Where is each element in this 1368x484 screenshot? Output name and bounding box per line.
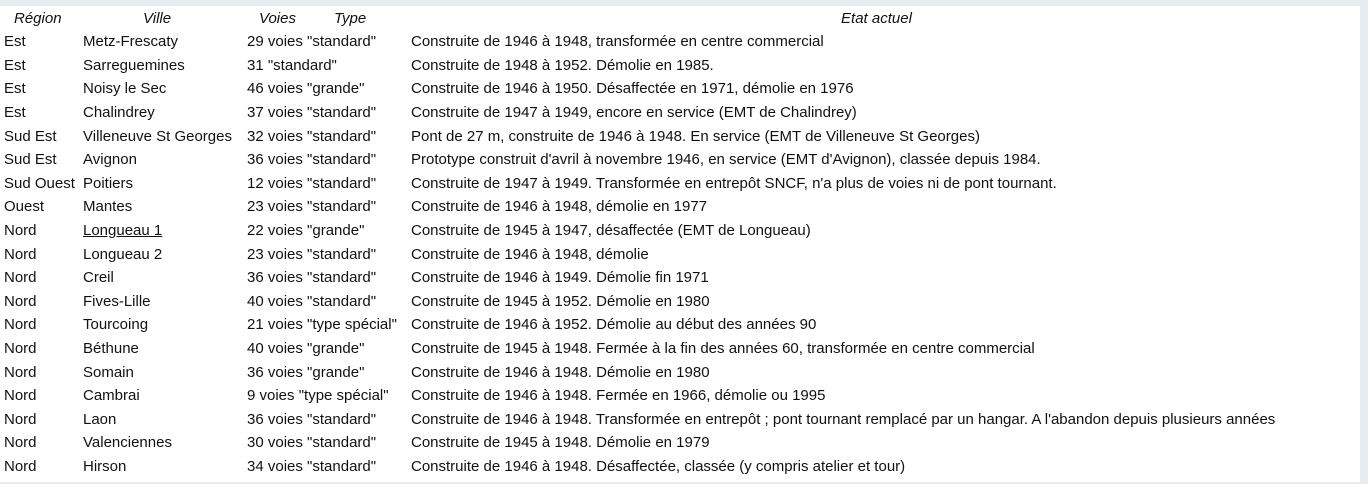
table-row [0, 360, 1340, 384]
cell-etat: Construite de 1946 à 1948. Fermée en 1966, démolie ou 1995 [411, 387, 826, 405]
cell-ville: Béthune [83, 340, 139, 358]
cell-type: "standard" [307, 457, 377, 475]
table-row [0, 30, 1340, 54]
table-row [0, 455, 1340, 479]
cell-ville: Fives-Lille [83, 292, 151, 310]
cell-etat: Construite de 1946 à 1948, transformée en centre commercial [411, 33, 824, 51]
cell-voies-type [245, 313, 409, 337]
cell-voies: 34 voies [247, 457, 303, 475]
cell-region: Nord [4, 434, 37, 452]
cell-region: Sud Est [4, 127, 57, 145]
cell-region: Est [4, 33, 26, 51]
cell-etat: Prototype construit d'avril à novembre 1946, en service (EMT d'Avignon), classée depuis 1984. [411, 151, 1041, 169]
cell-ville: Hirson [83, 457, 127, 475]
cell-ville: Tourcoing [83, 316, 149, 334]
table-row [0, 266, 1340, 290]
cell-voies-type [245, 408, 409, 432]
cell-region: Sud Ouest [4, 174, 75, 192]
cell-voies-type [245, 195, 409, 219]
cell-voies-type [245, 360, 409, 384]
cell-etat: Construite de 1945 à 1947, désaffectée (EMT de Longueau) [411, 222, 811, 240]
cell-ville-link[interactable]: Longueau 1 [83, 222, 163, 240]
cell-region: Nord [4, 340, 37, 358]
cell-type: "standard" [307, 198, 377, 216]
cell-region: Ouest [4, 198, 45, 216]
cell-voies-type [245, 101, 409, 125]
cell-voies-type [245, 337, 409, 361]
cell-voies-type [245, 242, 409, 266]
cell-voies: 36 voies [247, 151, 303, 169]
table-row [0, 54, 1340, 78]
header-ville: Ville [143, 9, 172, 27]
cell-region: Nord [4, 316, 37, 334]
table-row [0, 195, 1340, 219]
cell-voies: 23 voies [247, 245, 303, 263]
cell-voies: 40 voies [247, 292, 303, 310]
cell-voies: 37 voies [247, 104, 303, 122]
cell-etat: Construite de 1945 à 1948. Fermée à la fin des années 60, transformée en centre commercial [411, 340, 1035, 358]
table-row [0, 337, 1340, 361]
cell-ville: Avignon [83, 151, 137, 169]
cell-ville: Cambrai [83, 387, 140, 405]
cell-etat: Construite de 1946 à 1949. Démolie fin 1971 [411, 269, 709, 287]
cell-region: Est [4, 56, 26, 74]
cell-type: "standard" [307, 104, 377, 122]
cell-ville: Noisy le Sec [83, 80, 167, 98]
table-row [0, 219, 1340, 243]
cell-voies: 22 voies [247, 222, 303, 240]
cell-region: Nord [4, 457, 37, 475]
cell-type: "standard" [307, 245, 377, 263]
cell-region: Nord [4, 292, 37, 310]
cell-ville: Metz-Frescaty [83, 33, 179, 51]
header-region: Région [14, 9, 62, 27]
table-row [0, 101, 1340, 125]
table-row [0, 242, 1340, 266]
table-row [0, 124, 1340, 148]
cell-voies: 9 voies [247, 387, 295, 405]
cell-voies: 31 [247, 56, 264, 74]
cell-region: Nord [4, 269, 37, 287]
cell-voies: 21 voies [247, 316, 303, 334]
cell-ville: Laon [83, 410, 117, 428]
cell-etat: Construite de 1946 à 1948. Désaffectée, classée (y compris atelier et tour) [411, 457, 906, 475]
table-row [0, 313, 1340, 337]
cell-region: Nord [4, 222, 37, 240]
cell-voies: 30 voies [247, 434, 303, 452]
cell-voies-type [245, 455, 409, 479]
cell-type: "standard" [307, 151, 377, 169]
cell-type: "standard" [307, 410, 377, 428]
header-etat: Etat actuel [841, 9, 912, 27]
table-row [0, 148, 1340, 172]
cell-ville: Creil [83, 269, 114, 287]
cell-region: Sud Est [4, 151, 57, 169]
cell-etat: Construite de 1945 à 1952. Démolie en 1980 [411, 292, 710, 310]
cell-voies-type [245, 124, 409, 148]
cell-type: "standard" [307, 434, 377, 452]
cell-voies: 36 voies [247, 410, 303, 428]
header-voies-type [245, 6, 409, 30]
cell-ville: Valenciennes [83, 434, 172, 452]
table-row [0, 384, 1340, 408]
cell-ville: Longueau 2 [83, 245, 163, 263]
cell-type: "grande" [307, 363, 365, 381]
cell-ville: Poitiers [83, 174, 134, 192]
cell-voies: 29 voies [247, 33, 303, 51]
table-header-row [0, 6, 1340, 30]
cell-etat: Pont de 27 m, construite de 1946 à 1948. En service (EMT de Villeneuve St Georges) [411, 127, 980, 145]
cell-type: "type spécial" [298, 387, 389, 405]
cell-voies-type [245, 266, 409, 290]
cell-ville: Villeneuve St Georges [83, 127, 232, 145]
cell-type: "standard" [307, 127, 377, 145]
cell-voies: 36 voies [247, 363, 303, 381]
cell-voies: 32 voies [247, 127, 303, 145]
cell-voies: 12 voies [247, 174, 303, 192]
cell-region: Nord [4, 410, 37, 428]
cell-voies-type [245, 384, 409, 408]
cell-ville: Chalindrey [83, 104, 155, 122]
cell-etat: Construite de 1946 à 1948, démolie en 1977 [411, 198, 708, 216]
cell-region: Nord [4, 245, 37, 263]
cell-type: "standard" [307, 174, 377, 192]
cell-etat: Construite de 1946 à 1952. Démolie au début des années 90 [411, 316, 817, 334]
cell-type: "standard" [307, 292, 377, 310]
depots-table-sheet [0, 6, 1360, 482]
cell-region: Nord [4, 387, 37, 405]
cell-voies-type [245, 172, 409, 196]
cell-etat: Construite de 1946 à 1948, démolie [411, 245, 649, 263]
cell-etat: Construite de 1945 à 1948. Démolie en 1979 [411, 434, 710, 452]
cell-voies-type [245, 148, 409, 172]
table-row [0, 408, 1340, 432]
cell-voies: 40 voies [247, 340, 303, 358]
table-row [0, 77, 1340, 101]
cell-etat: Construite de 1946 à 1948. Démolie en 1980 [411, 363, 710, 381]
cell-region: Est [4, 104, 26, 122]
table-row [0, 431, 1340, 455]
cell-voies-type [245, 54, 409, 78]
cell-type: "standard" [307, 269, 377, 287]
cell-voies: 46 voies [247, 80, 303, 98]
cell-voies-type [245, 431, 409, 455]
cell-voies-type [245, 77, 409, 101]
cell-voies-type [245, 290, 409, 314]
cell-etat: Construite de 1948 à 1952. Démolie en 1985. [411, 56, 714, 74]
cell-etat: Construite de 1946 à 1950. Désaffectée en 1971, démolie en 1976 [411, 80, 854, 98]
cell-region: Nord [4, 363, 37, 381]
cell-ville: Somain [83, 363, 134, 381]
cell-etat: Construite de 1947 à 1949, encore en service (EMT de Chalindrey) [411, 104, 857, 122]
cell-voies-type [245, 30, 409, 54]
table-row [0, 172, 1340, 196]
cell-type: "grande" [307, 80, 365, 98]
cell-type: "standard" [307, 33, 377, 51]
cell-voies: 23 voies [247, 198, 303, 216]
cell-type: "grande" [307, 222, 365, 240]
cell-type: "type spécial" [307, 316, 397, 334]
cell-voies-type [245, 219, 409, 243]
cell-type: "standard" [267, 56, 337, 74]
cell-etat: Construite de 1947 à 1949. Transformée en entrepôt SNCF, n'a plus de voies ni de pont tournant. [411, 174, 1057, 192]
table-row [0, 290, 1340, 314]
cell-voies: 36 voies [247, 269, 303, 287]
cell-etat: Construite de 1946 à 1948. Transformée en entrepôt ; pont tournant remplacé par un hangar. A l'abandon depuis plusieurs années [411, 410, 1276, 428]
cell-type: "grande" [307, 340, 365, 358]
cell-ville: Sarreguemines [83, 56, 185, 74]
header-type: Type [333, 9, 367, 27]
depots-table [0, 6, 1340, 478]
cell-ville: Mantes [83, 198, 133, 216]
header-voies: Voies [259, 9, 296, 27]
cell-region: Est [4, 80, 26, 98]
